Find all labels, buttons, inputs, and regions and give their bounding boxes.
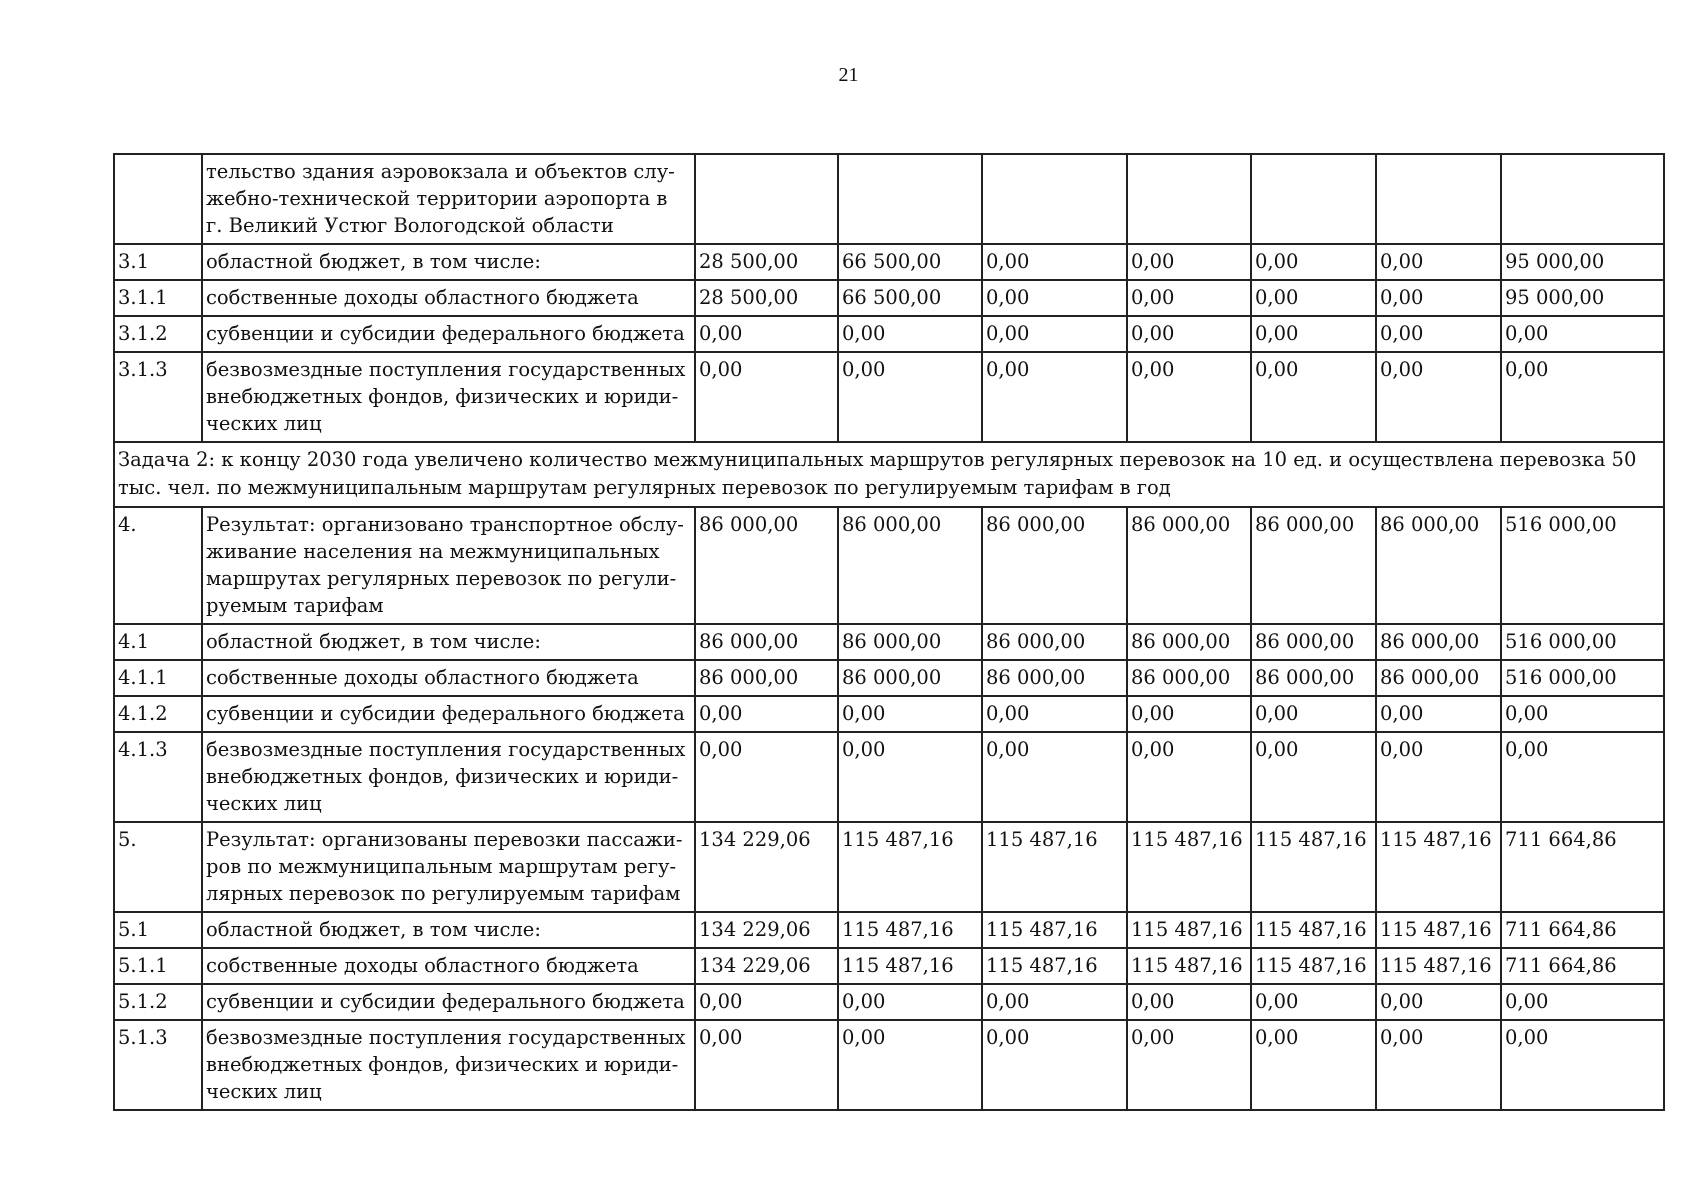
value-cell: 86 000,00 xyxy=(1376,507,1501,624)
value-cell: 0,00 xyxy=(1501,984,1664,1020)
row-description: субвенции и субсидии федерального бюджета xyxy=(202,316,695,352)
row-description: собственные доходы областного бюджета xyxy=(202,280,695,316)
value-cell: 0,00 xyxy=(982,316,1127,352)
value-cell: 0,00 xyxy=(838,352,982,442)
value-cell: 0,00 xyxy=(1251,244,1376,280)
table-row xyxy=(114,624,1664,660)
row-description: собственные доходы областного бюджета xyxy=(202,660,695,696)
value-cell: 86 000,00 xyxy=(1376,624,1501,660)
value-cell: 0,00 xyxy=(982,244,1127,280)
table-body xyxy=(114,154,1664,1110)
value-cell: 0,00 xyxy=(1127,316,1251,352)
row-description: областной бюджет, в том числе: xyxy=(202,912,695,948)
value-cell: 0,00 xyxy=(1376,732,1501,822)
value-cell xyxy=(1501,154,1664,244)
value-cell: 86 000,00 xyxy=(838,507,982,624)
value-cell: 0,00 xyxy=(982,1020,1127,1110)
table-row xyxy=(114,352,1664,442)
value-cell: 0,00 xyxy=(695,316,838,352)
value-cell: 0,00 xyxy=(1251,316,1376,352)
row-description: безвозмездные поступления государственных внебюджетных фондов, физических и юриди-ческих лиц xyxy=(202,1020,695,1110)
value-cell: 0,00 xyxy=(1376,1020,1501,1110)
row-number: 3.1.3 xyxy=(114,352,202,442)
value-cell: 0,00 xyxy=(1376,244,1501,280)
value-cell: 0,00 xyxy=(838,316,982,352)
value-cell: 0,00 xyxy=(1501,732,1664,822)
value-cell: 86 000,00 xyxy=(838,660,982,696)
value-cell: 0,00 xyxy=(1127,1020,1251,1110)
value-cell: 66 500,00 xyxy=(838,244,982,280)
value-cell: 115 487,16 xyxy=(982,822,1127,912)
value-cell: 0,00 xyxy=(1127,280,1251,316)
value-cell: 0,00 xyxy=(1251,696,1376,732)
row-description: безвозмездные поступления государственных внебюджетных фондов, физических и юриди-ческих лиц xyxy=(202,732,695,822)
value-cell: 115 487,16 xyxy=(1251,912,1376,948)
value-cell: 115 487,16 xyxy=(1127,912,1251,948)
row-description: Результат: организовано транспортное обслу-живание населения на межмуниципальных маршрутах регулярных перевозок по регули-руемым тарифам xyxy=(202,507,695,624)
value-cell: 0,00 xyxy=(1501,696,1664,732)
value-cell xyxy=(1376,154,1501,244)
value-cell: 0,00 xyxy=(982,352,1127,442)
value-cell: 86 000,00 xyxy=(982,507,1127,624)
value-cell: 115 487,16 xyxy=(982,912,1127,948)
value-cell: 66 500,00 xyxy=(838,280,982,316)
row-number: 4.1.1 xyxy=(114,660,202,696)
value-cell: 115 487,16 xyxy=(1251,822,1376,912)
value-cell: 0,00 xyxy=(695,984,838,1020)
row-description: субвенции и субсидии федерального бюджета xyxy=(202,696,695,732)
value-cell: 86 000,00 xyxy=(695,624,838,660)
value-cell: 0,00 xyxy=(1251,984,1376,1020)
value-cell: 0,00 xyxy=(1501,352,1664,442)
row-number: 4.1 xyxy=(114,624,202,660)
task-heading: Задача 2: к концу 2030 года увеличено количество межмуниципальных маршрутов регулярных перевозок на 10 ед. и осуществлена перевозка 50 тыс. чел. по межмуниципальным маршрутам регулярных перевозок по регулируемым тарифам в год xyxy=(114,442,1664,507)
table-row xyxy=(114,1020,1664,1110)
row-description: Результат: организованы перевозки пассажи-ров по межмуниципальным маршрутам регу-лярных перевозок по регулируемым тарифам xyxy=(202,822,695,912)
value-cell: 86 000,00 xyxy=(1251,660,1376,696)
table-row xyxy=(114,912,1664,948)
value-cell: 86 000,00 xyxy=(982,624,1127,660)
value-cell xyxy=(1127,154,1251,244)
value-cell: 86 000,00 xyxy=(695,660,838,696)
value-cell: 115 487,16 xyxy=(1251,948,1376,984)
value-cell: 0,00 xyxy=(1501,316,1664,352)
value-cell xyxy=(695,154,838,244)
value-cell: 134 229,06 xyxy=(695,822,838,912)
value-cell: 711 664,86 xyxy=(1501,912,1664,948)
value-cell: 0,00 xyxy=(1127,732,1251,822)
value-cell: 0,00 xyxy=(1251,352,1376,442)
value-cell: 0,00 xyxy=(695,732,838,822)
value-cell: 28 500,00 xyxy=(695,244,838,280)
value-cell: 0,00 xyxy=(838,696,982,732)
value-cell: 0,00 xyxy=(1501,1020,1664,1110)
value-cell: 115 487,16 xyxy=(838,822,982,912)
value-cell: 86 000,00 xyxy=(695,507,838,624)
value-cell: 0,00 xyxy=(982,280,1127,316)
row-number: 5.1.3 xyxy=(114,1020,202,1110)
value-cell: 86 000,00 xyxy=(1251,624,1376,660)
value-cell: 0,00 xyxy=(1251,1020,1376,1110)
value-cell: 516 000,00 xyxy=(1501,507,1664,624)
value-cell: 115 487,16 xyxy=(838,912,982,948)
value-cell: 86 000,00 xyxy=(1127,660,1251,696)
value-cell: 0,00 xyxy=(1127,352,1251,442)
row-description: субвенции и субсидии федерального бюджета xyxy=(202,984,695,1020)
page-number: 21 xyxy=(838,64,859,86)
value-cell xyxy=(838,154,982,244)
row-number: 3.1 xyxy=(114,244,202,280)
budget-table xyxy=(113,153,1665,1111)
value-cell: 86 000,00 xyxy=(838,624,982,660)
value-cell: 711 664,86 xyxy=(1501,822,1664,912)
value-cell: 115 487,16 xyxy=(1376,822,1501,912)
value-cell: 134 229,06 xyxy=(695,912,838,948)
table-row xyxy=(114,984,1664,1020)
task-row xyxy=(114,442,1664,507)
table-row xyxy=(114,280,1664,316)
value-cell: 0,00 xyxy=(1376,316,1501,352)
value-cell: 28 500,00 xyxy=(695,280,838,316)
value-cell: 95 000,00 xyxy=(1501,280,1664,316)
value-cell: 115 487,16 xyxy=(1127,948,1251,984)
value-cell: 95 000,00 xyxy=(1501,244,1664,280)
row-number: 4.1.3 xyxy=(114,732,202,822)
row-description: тельство здания аэровокзала и объектов слу-жебно-технической территории аэропорта в г. Великий Устюг Вологодской области xyxy=(202,154,695,244)
table-row xyxy=(114,316,1664,352)
row-number: 5.1.1 xyxy=(114,948,202,984)
row-description: областной бюджет, в том числе: xyxy=(202,244,695,280)
value-cell: 0,00 xyxy=(1376,352,1501,442)
value-cell: 516 000,00 xyxy=(1501,660,1664,696)
value-cell: 0,00 xyxy=(1127,984,1251,1020)
row-number: 3.1.1 xyxy=(114,280,202,316)
value-cell: 115 487,16 xyxy=(1127,822,1251,912)
value-cell: 0,00 xyxy=(695,696,838,732)
value-cell: 115 487,16 xyxy=(982,948,1127,984)
table-row xyxy=(114,660,1664,696)
value-cell: 0,00 xyxy=(695,1020,838,1110)
table-row xyxy=(114,696,1664,732)
table-row xyxy=(114,507,1664,624)
row-description: областной бюджет, в том числе: xyxy=(202,624,695,660)
value-cell: 0,00 xyxy=(838,984,982,1020)
value-cell xyxy=(982,154,1127,244)
table-row xyxy=(114,244,1664,280)
row-number: 3.1.2 xyxy=(114,316,202,352)
value-cell: 0,00 xyxy=(1376,984,1501,1020)
value-cell: 0,00 xyxy=(1376,696,1501,732)
value-cell: 0,00 xyxy=(1127,696,1251,732)
value-cell: 115 487,16 xyxy=(1376,912,1501,948)
row-number: 4. xyxy=(114,507,202,624)
value-cell: 86 000,00 xyxy=(1376,660,1501,696)
value-cell: 134 229,06 xyxy=(695,948,838,984)
table-row xyxy=(114,948,1664,984)
value-cell: 0,00 xyxy=(1251,732,1376,822)
value-cell: 86 000,00 xyxy=(1251,507,1376,624)
value-cell: 86 000,00 xyxy=(982,660,1127,696)
row-number: 5.1.2 xyxy=(114,984,202,1020)
value-cell xyxy=(1251,154,1376,244)
row-number: 4.1.2 xyxy=(114,696,202,732)
value-cell: 0,00 xyxy=(982,696,1127,732)
value-cell: 0,00 xyxy=(1127,244,1251,280)
value-cell: 711 664,86 xyxy=(1501,948,1664,984)
table-row xyxy=(114,732,1664,822)
value-cell: 0,00 xyxy=(1376,280,1501,316)
row-number xyxy=(114,154,202,244)
row-description: собственные доходы областного бюджета xyxy=(202,948,695,984)
row-description: безвозмездные поступления государственных внебюджетных фондов, физических и юриди-ческих лиц xyxy=(202,352,695,442)
value-cell: 0,00 xyxy=(982,984,1127,1020)
value-cell: 86 000,00 xyxy=(1127,624,1251,660)
value-cell: 115 487,16 xyxy=(838,948,982,984)
value-cell: 0,00 xyxy=(1251,280,1376,316)
value-cell: 86 000,00 xyxy=(1127,507,1251,624)
value-cell: 115 487,16 xyxy=(1376,948,1501,984)
value-cell: 0,00 xyxy=(695,352,838,442)
value-cell: 0,00 xyxy=(838,732,982,822)
row-number: 5.1 xyxy=(114,912,202,948)
value-cell: 0,00 xyxy=(838,1020,982,1110)
row-number: 5. xyxy=(114,822,202,912)
table-row xyxy=(114,154,1664,244)
table-row xyxy=(114,822,1664,912)
value-cell: 0,00 xyxy=(982,732,1127,822)
value-cell: 516 000,00 xyxy=(1501,624,1664,660)
